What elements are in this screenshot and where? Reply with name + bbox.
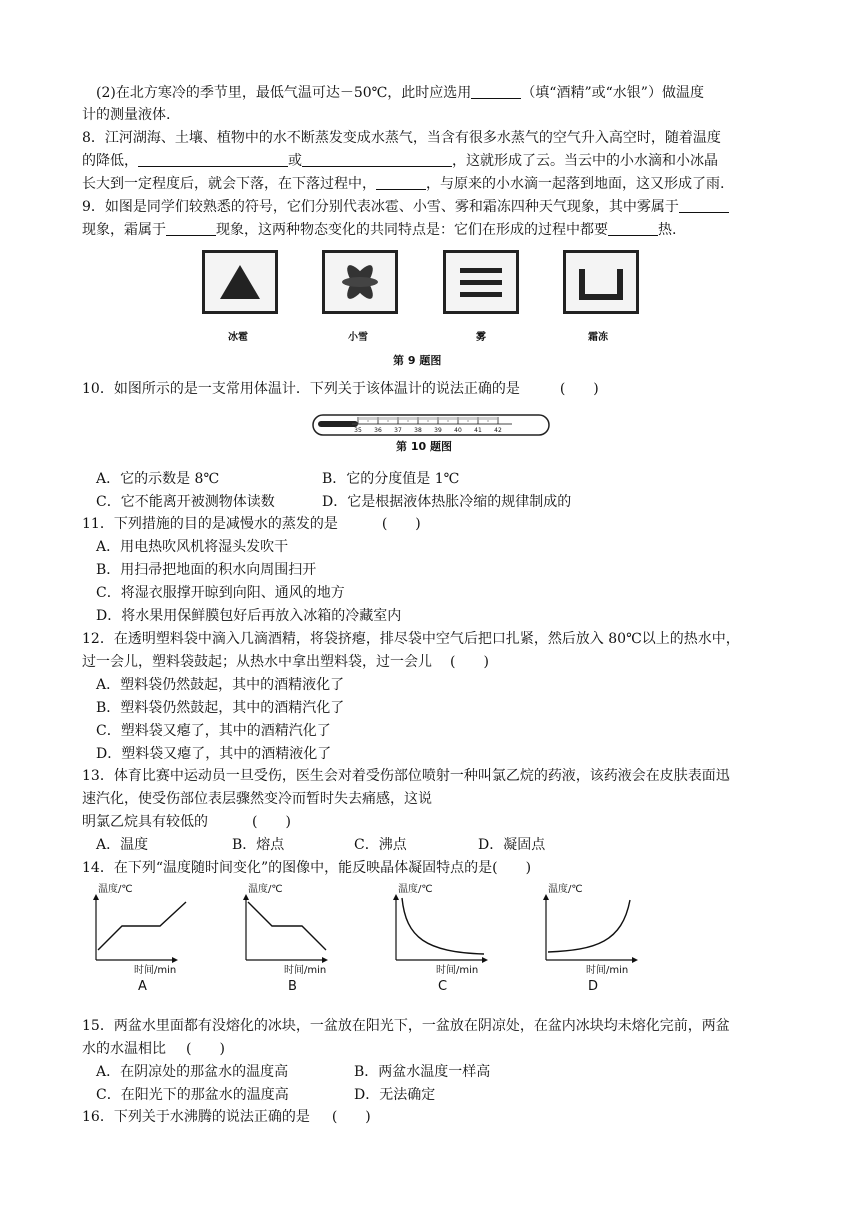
symbol-label: 小雪 xyxy=(348,332,368,343)
q12-option-b[interactable]: B．塑料袋仍然鼓起，其中的酒精汽化了 xyxy=(96,700,345,716)
thermometer-tick-label: 42 xyxy=(494,427,502,434)
q15-line1: 15．两盆水里面都有没熔化的冰块，一盆放在阳光下，一盆放在阴凉处，在盆内冰块均未熔化完前，两盆 xyxy=(82,1018,730,1034)
q11-option-b[interactable]: B．用扫帚把地面的积水向周围扫开 xyxy=(96,562,317,578)
q15-option-c[interactable]: C．在阳光下的那盆水的温度高 xyxy=(96,1087,289,1103)
thermometer-figure xyxy=(312,412,552,438)
thermometer-tick-label: 39 xyxy=(434,427,442,434)
q13-option-b[interactable]: B．熔点 xyxy=(232,837,285,853)
q10-option-b[interactable]: B．它的分度值是 1℃ xyxy=(322,471,460,487)
q7-part2-line2: 计的测量液体. xyxy=(82,107,171,123)
q9-line2: 现象，霜属于 现象，这两种物态变化的共同特点是：它们在形成的过程中都要 热. xyxy=(82,219,676,241)
thermometer-tick-label: 41 xyxy=(474,427,482,434)
q15-option-b[interactable]: B．两盆水温度一样高 xyxy=(354,1064,491,1080)
q11-option-c[interactable]: C．将湿衣服撑开晾到向阳、通风的地方 xyxy=(96,585,345,601)
q15-option-d[interactable]: D．无法确定 xyxy=(354,1087,436,1103)
graph-y-label: 温度/℃ xyxy=(248,884,283,895)
answer-blank[interactable] xyxy=(376,173,426,190)
q11-option-d[interactable]: D．将水果用保鲜膜包好后再放入冰箱的冷藏室内 xyxy=(96,608,402,624)
figure-10-caption: 第 10 题图 xyxy=(396,440,452,453)
q9-line1: 9．如图是同学们较熟悉的符号，它们分别代表冰雹、小雪、雾和霜冻四种天气现象，其中雾属于 xyxy=(82,196,729,218)
frost-bracket-icon xyxy=(563,250,639,314)
q13-option-d[interactable]: D．凝固点 xyxy=(478,837,546,853)
q10-stem: 10．如图所示的是一支常用体温计．下列关于该体温计的说法正确的是 ( ) xyxy=(82,381,599,397)
q10-option-a[interactable]: A．它的示数是 8℃ xyxy=(96,471,220,487)
q15-option-a[interactable]: A．在阴凉处的那盆水的温度高 xyxy=(96,1064,289,1080)
symbol-label: 冰雹 xyxy=(228,332,248,343)
thermometer-tick-label: 37 xyxy=(394,427,402,434)
q8-line1: 8．江河湖海、土壤、植物中的水不断蒸发变成水蒸气，当含有很多水蒸气的空气升入高空时，随着温度 xyxy=(82,130,721,146)
graph-y-label: 温度/℃ xyxy=(398,884,433,895)
graph-x-label: 时间/min xyxy=(134,965,177,976)
symbol-label: 雾 xyxy=(476,332,486,343)
answer-blank[interactable] xyxy=(471,82,521,99)
q11-stem: 11．下列措施的目的是减慢水的蒸发的是 ( ) xyxy=(82,516,421,532)
q13-option-c[interactable]: C．沸点 xyxy=(354,837,407,853)
q13-line1: 13．体育比赛中运动员一旦受伤，医生会对着受伤部位喷射一种叫氯乙烷的药液，该药液会在皮肤表面迅 xyxy=(82,768,730,784)
q12-line1: 12．在透明塑料袋中滴入几滴酒精，将袋挤瘪，排尽袋中空气后把口扎紧，然后放入 80℃以上的热水中， xyxy=(82,631,740,647)
graph-b[interactable] xyxy=(236,880,360,990)
answer-blank[interactable] xyxy=(302,150,452,167)
q12-option-c[interactable]: C．塑料袋又瘪了，其中的酒精汽化了 xyxy=(96,723,331,739)
thermometer-tick-label: 38 xyxy=(414,427,422,434)
q10-option-c[interactable]: C．它不能离开被测物体读数 xyxy=(96,494,275,510)
q10-option-d[interactable]: D．它是根据液体热胀冷缩的规律制成的 xyxy=(322,494,572,510)
q13-option-a[interactable]: A．温度 xyxy=(96,837,149,853)
answer-blank[interactable] xyxy=(138,150,288,167)
q14-stem: 14．在下列“温度随时间变化”的图像中，能反映晶体凝固特点的是( ) xyxy=(82,860,532,876)
q13-line3: 明氯乙烷具有较低的 ( ) xyxy=(82,814,291,830)
q13-line2: 速汽化，使受伤部位表层骤然变冷而暂时失去痛感，这说 xyxy=(82,791,432,807)
q12-option-a[interactable]: A．塑料袋仍然鼓起，其中的酒精液化了 xyxy=(96,677,345,693)
fog-lines-icon xyxy=(443,250,519,314)
graph-d[interactable] xyxy=(536,880,660,990)
q7-part2-line1: (2)在北方寒冷的季节里，最低气温可达－50℃，此时应选用 （填“酒精”或“水银”）做温度 xyxy=(96,82,704,104)
answer-blank[interactable] xyxy=(679,196,729,213)
graph-y-label: 温度/℃ xyxy=(548,884,583,895)
q11-option-a[interactable]: A．用电热吹风机将湿头发吹干 xyxy=(96,539,289,555)
graph-c[interactable] xyxy=(386,880,510,990)
graph-letter: A xyxy=(138,979,147,990)
hail-triangle-icon xyxy=(202,250,278,314)
graph-y-label: 温度/℃ xyxy=(98,884,133,895)
graph-letter: D xyxy=(588,979,599,990)
graph-letter: B xyxy=(288,979,297,990)
thermometer-tick-label: 40 xyxy=(454,427,462,434)
q16-stem: 16．下列关于水沸腾的说法正确的是 ( ) xyxy=(82,1109,371,1125)
figure-9-caption: 第 9 题图 xyxy=(393,354,442,367)
graph-a[interactable] xyxy=(86,880,210,990)
graph-letter: C xyxy=(438,979,448,990)
symbol-label: 霜冻 xyxy=(588,332,608,343)
thermometer-tick-label: 35 xyxy=(354,427,362,434)
q8-line2: 的降低， 或 ，这就形成了云。当云中的小水滴和小冰晶 xyxy=(82,150,718,172)
thermometer-tick-label: 36 xyxy=(374,427,382,434)
q12-line2: 过一会儿，塑料袋鼓起；从热水中拿出塑料袋，过一会儿 ( ) xyxy=(82,654,489,670)
graph-x-label: 时间/min xyxy=(586,965,629,976)
snow-flake-icon xyxy=(322,250,398,314)
q12-option-d[interactable]: D．塑料袋又瘪了，其中的酒精液化了 xyxy=(96,746,332,762)
graph-x-label: 时间/min xyxy=(436,965,479,976)
graph-x-label: 时间/min xyxy=(284,965,327,976)
q15-line2: 水的水温相比 ( ) xyxy=(82,1041,225,1057)
answer-blank[interactable] xyxy=(166,219,216,236)
answer-blank[interactable] xyxy=(608,219,658,236)
q8-line3: 长大到一定程度后，就会下落，在下落过程中， ，与原来的小水滴一起落到地面，这又形成了雨. xyxy=(82,173,724,195)
